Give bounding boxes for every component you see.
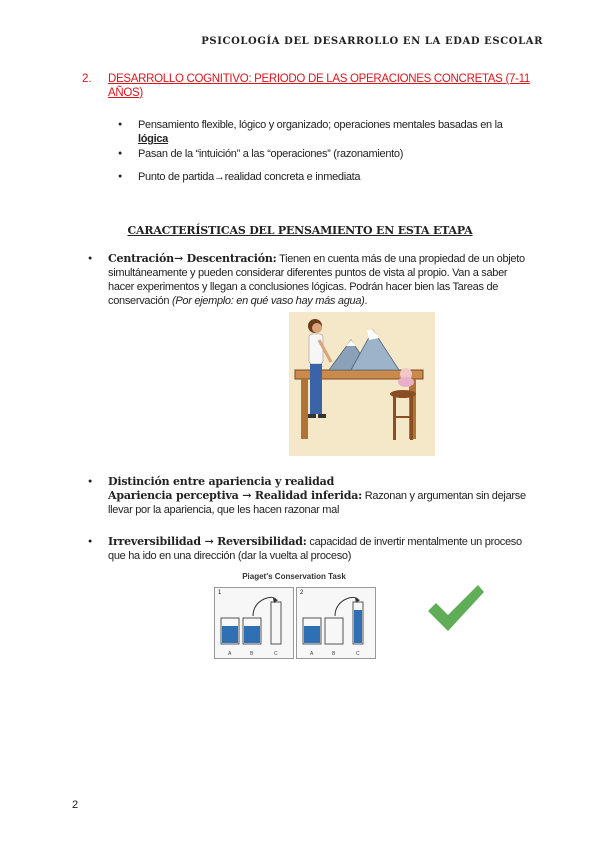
characteristic-centracion <box>88 252 528 308</box>
characteristic-text: Razonan y argumentan sin dejarse llevar por la apariencia, que les hacen razonar mal <box>108 490 526 516</box>
characteristic-example: (Por ejemplo: en qué vaso hay más agua) <box>171 295 365 307</box>
bullet-dot: ● <box>88 255 92 262</box>
list-item <box>118 170 538 184</box>
three-mountains-illustration <box>289 312 435 456</box>
characteristics-heading: CARACTERÍSTICAS DEL PENSAMIENTO EN ESTA ETAPA <box>127 224 473 237</box>
list-item <box>118 118 538 146</box>
characteristic-text: Tienen en cuenta más de una propiedad de un objeto simultáneamente y pueden considerar diferentes puntos de vista al propio. Van a saber hacer experimentos y llegan a conclusiones lógicas. Podrán hacer bien las Tareas de conservación <box>108 253 525 307</box>
bullet-emphasis: lógica <box>138 133 168 145</box>
running-header: PSICOLOGÍA DEL DESARROLLO EN LA EDAD ESCOLAR <box>201 36 543 47</box>
characteristic-text: capacidad de invertir mentalmente un proceso que ha ido en una dirección (dar la vuelta al proceso) <box>108 536 522 562</box>
section-number: 2. <box>82 73 92 85</box>
figure-title: Piaget's Conservation Task <box>242 572 346 581</box>
page-number: 2 <box>72 799 79 811</box>
child-mountains-illustration <box>289 312 435 456</box>
checkmark-icon <box>426 583 486 635</box>
list-item <box>118 147 538 161</box>
beakers-panel-2 <box>297 588 375 658</box>
section-title: DESARROLLO COGNITIVO: PERIODO DE LAS OPERACIONES CONCRETAS (7-11 AÑOS) <box>108 73 530 99</box>
bullet-text: Punto de partida→realidad concreta e inmediata <box>138 171 361 183</box>
bullet-text: Pasan de la “intuición” a las “operaciones” (razonamiento) <box>138 148 404 160</box>
characteristic-subterm: Apariencia perceptiva → Realidad inferida: <box>108 489 363 502</box>
bullet-text: Pensamiento flexible, lógico y organizado; operaciones mentales basadas en la <box>138 119 503 131</box>
characteristic-distincion <box>88 475 528 517</box>
characteristic-irreversibilidad <box>88 535 528 563</box>
figure-panel-2: 2 A B C <box>296 587 376 659</box>
characteristic-term: Centración→ Descentración: <box>108 252 277 265</box>
bullet-dot: ● <box>88 538 92 545</box>
characteristic-term: Irreversibilidad → Reversibilidad: <box>108 535 307 548</box>
figure-panel-1: 1 A B C <box>214 587 294 659</box>
intro-bullet-list <box>118 118 538 185</box>
section-heading <box>82 72 542 100</box>
beakers-panel-1 <box>215 588 293 658</box>
bullet-dot: ● <box>88 478 92 485</box>
characteristic-body <box>108 535 528 563</box>
characteristic-term: Distinción entre apariencia y realidad <box>108 475 335 488</box>
characteristic-body <box>108 475 528 517</box>
characteristic-body: Centración→ Descentración: Tienen en cuenta más de una propiedad de un objeto simultáneamente y pueden considerar diferentes puntos de vista al propio. Van a saber hacer experimentos y llegan a conclusiones lógicas. Podrán hacer bien las Tareas de conservación (Por ejemplo: en qué vaso hay más agua). <box>108 252 525 307</box>
conservation-task-figure <box>212 572 376 658</box>
